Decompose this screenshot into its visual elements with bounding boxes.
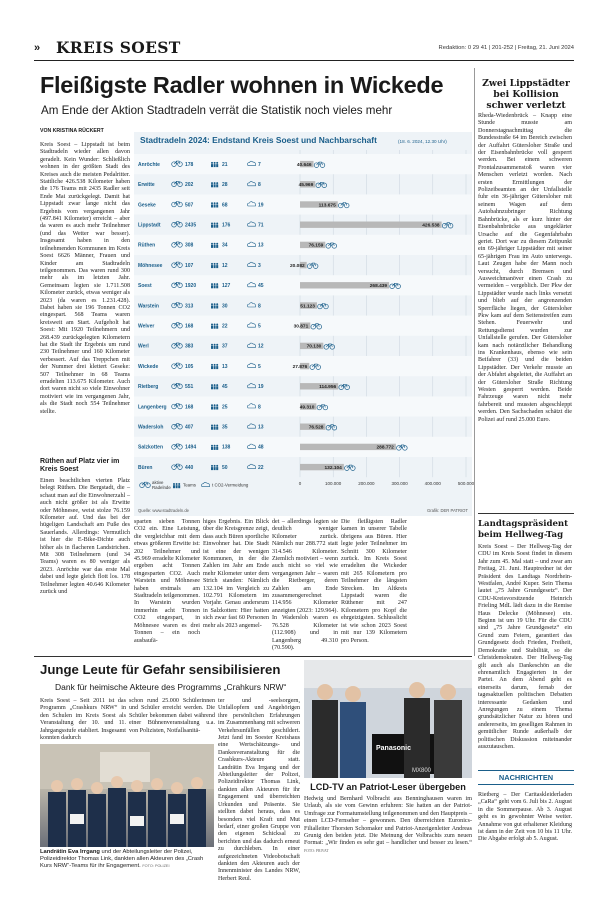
lead-col5: Die fleißigsten Radler kamen in unserer Tabelle übrigens aus Büren. Hier legte jeder Teilnehmer im Schnitt 300 Kilometer zurück. Im Kreis Soest erradelten die Wickeder mit 265 Kilometern pro Teilnehmer die längsten Strecken. Im Altkreis Lippstadt waren die Rüthener mit 247 Kilometern pro Kopf die ehrgeizigsten. Schlusslicht ist wie schon 2023 Soest mit nur 139 Kilometern pro Person. bbox=[341, 519, 407, 644]
team-icon bbox=[216, 324, 218, 326]
team-icon bbox=[211, 324, 213, 326]
chart-value-teams: 21 bbox=[222, 161, 228, 168]
team-icon bbox=[211, 225, 213, 228]
chart-value-co2: 3 bbox=[258, 262, 261, 269]
chart-value-teams: 25 bbox=[222, 404, 228, 411]
chart-value-radelnde: 202 bbox=[185, 182, 194, 189]
lead-col3: higes Ergebnis. Ein Blick über die Kreisgrenze zeigt, dass auch Büren sportliche Einwohner hat. Die Stadt ist eine der wenigen Kommunen, in der die Zahlen im Jahr am Ende mehr Kilometer unter dem Strich standen: Nämlich 132.104 im Vergleich zu 102.791 Kilometern im Vorjahr. Genau andersrum in Salzkotten: Hier hatten sich zwar fast 60 Personen mehr als 2023 angemel- bbox=[203, 519, 269, 629]
team-icon bbox=[214, 326, 216, 329]
chart-bar-value: 27.876 bbox=[292, 364, 308, 370]
chart-legend-label: Radelnde bbox=[152, 485, 171, 491]
chart-value-co2: 48 bbox=[258, 444, 264, 451]
team-icon bbox=[211, 344, 213, 346]
team-icon bbox=[214, 344, 216, 346]
lead-subheading-ruethen: Rüthen auf Platz vier im Kreis Soest bbox=[40, 458, 120, 473]
team-icon bbox=[211, 303, 213, 305]
team-icon bbox=[211, 223, 213, 225]
chart-value-teams: 138 bbox=[222, 444, 231, 451]
chart-value-teams: 12 bbox=[222, 262, 228, 269]
team-icon bbox=[214, 407, 216, 410]
team-icon bbox=[216, 384, 218, 386]
lcd-photo-credit: FOTO: PRIVAT bbox=[304, 848, 329, 853]
team-icon bbox=[211, 384, 213, 386]
lead-headline: Fleißigste Radler wohnen in Wickede bbox=[40, 72, 444, 98]
bike-icon bbox=[142, 482, 148, 485]
chart-value-radelnde: 2435 bbox=[185, 222, 197, 229]
team-icon bbox=[214, 467, 216, 470]
team-icon bbox=[211, 205, 213, 208]
chart-value-co2: 12 bbox=[258, 343, 264, 350]
chart-bar-value: 113.675 bbox=[318, 203, 336, 209]
chart-value-teams: 35 bbox=[222, 424, 228, 431]
team-icon bbox=[216, 225, 218, 228]
team-icon bbox=[176, 485, 178, 488]
team-icon bbox=[216, 265, 218, 268]
team-icon bbox=[216, 364, 218, 366]
lead-col1: Kreis Soest – Lippstadt ist beim Stadtradeln wieder allen davon geradelt. Kein Wunder: Schließlich wohnen in der größten Stadt des Kreises auch die meisten Pedalritter. Stattliche 426.538 Kilometer haben die 176 Teams mit 2435 Radler seit Ende Mai zurückgelegt. Damit hat Lippstadt zwar lange nicht das Ergebnis vom vergangenen Jahr (497.841 Kilometer) erreicht – aber da waren es auch mehr Teilnehmer (und das Wetter war besser). Insgesamt haben in den teilnehmenden Kommunen im Kreis Soest 6626 Männer, Frauen und Kinder am Stadtradeln teilgenommen. Das waren rund 300 mehr als im letzten Jahr. Gemeinsam legten sie 1.711.508 Kilometer zurück, etwas weniger als 2023 (da waren es 1.231.428). Dabei haben sie 196 Tonnen CO2 eingespart. 568 Teams waren kreisweit am Start. Aufgeholt hat Soest: Mit 1920 Teilnehmern und 268.439 zurückgelegten Kilometern hat die Stadt ihr Ergebnis um rund 230 Teilnehmer und 160 Kilometer verbessert. Auf das Treppchen mit der Nummer drei klettert Geseke: 507 Teilnehmer in 68 Teams erradelten 113.675 Kilometer. Auch dort waren nicht so viele Einwohner motiviert wie im vergangenen Jahr, als die Stadt noch 554 Teilnehmer stellte. bbox=[40, 142, 130, 415]
chart-value-teams: 34 bbox=[222, 242, 228, 249]
team-icon bbox=[214, 447, 216, 450]
side2-headline: Landtagspräsident beim Hellweg-Tag bbox=[478, 519, 569, 540]
team-icon bbox=[211, 184, 213, 187]
chart-bar-value: 45.969 bbox=[298, 183, 314, 189]
chart-value-radelnde: 507 bbox=[185, 202, 194, 209]
chart-tick-label: 500.000 bbox=[457, 481, 475, 487]
chart-bar-value: 30.871 bbox=[293, 324, 309, 330]
lcd-text: Hedwig und Bernhard Volbracht aus Benninghausen waren im Urlaub, als sie vom Gewinn erfuhren: Sie hatten an der Patriot-Umfrage zur Formatumstellung teilgenommen und den Hauptpreis – einen LCD-Fernseher – gewonnen. Den überreichten Euronics-Filialleiter Thorsten Schomaker und Patriot-Anzeigenleiter Andreas Grunig den beiden jetzt. Die Meinung der Volbrachts zum neuen Format: „Wir finden es sehr gut – handlicher und besser zu lesen.“ FOTO: PRIVAT bbox=[304, 796, 472, 853]
co2-cloud-icon bbox=[248, 303, 256, 307]
chart-legend-label: Teams bbox=[183, 482, 196, 488]
chart-value-teams: 30 bbox=[222, 303, 228, 310]
team-icon bbox=[216, 283, 218, 285]
crashkurs-caption-text: und der Abteilungsleiter der Polizei, Polizeidirektor Thomas Link, dankten allen Akteuren des „Crash Kurs NRW“-Teams für ihr Engagement. bbox=[40, 849, 204, 869]
bike-icon bbox=[174, 303, 180, 306]
lead-col2: sparten sieben Tonnen CO2 ein. Eine Leistung, die vergleichbar mit dem etwas größeren Erwitte ist: 202 Teilnehmer und 45.969 erradelte Kilometer ergeben acht Tonnen eingesparten CO2. Auch Warstein und Möhnesee haben erstmals am Stadtradeln teilgenommen. In Warstein wurden immerhin acht Tonnen CO2 eingespart, in Möhnesee waren es drei Tonnen – ein noch ausbaufä- bbox=[134, 519, 200, 644]
chart-value-co2: 13 bbox=[258, 242, 264, 249]
team-icon bbox=[211, 366, 213, 369]
bike-icon bbox=[174, 424, 180, 427]
bike-icon bbox=[448, 223, 453, 228]
stadtradeln-chart bbox=[134, 132, 475, 516]
chart-category-label: Rietberg bbox=[138, 384, 159, 391]
crashkurs-headline: Junge Leute für Gefahr sensibilisieren bbox=[40, 662, 281, 677]
chart-value-co2: 5 bbox=[258, 363, 261, 370]
chart-category-label: Welver bbox=[138, 323, 155, 330]
bike-icon bbox=[174, 464, 180, 467]
chart-value-co2: 45 bbox=[258, 283, 264, 290]
chart-value-teams: 45 bbox=[222, 384, 228, 391]
team-icon bbox=[216, 344, 218, 346]
chart-value-co2: 13 bbox=[258, 424, 264, 431]
team-icon bbox=[211, 285, 213, 288]
bike-icon bbox=[174, 222, 180, 225]
co2-cloud-icon bbox=[248, 464, 256, 468]
lcd-photo bbox=[304, 660, 472, 778]
chart-value-radelnde: 308 bbox=[185, 242, 194, 249]
chart-bar-value: 51.123 bbox=[300, 304, 315, 310]
team-icon bbox=[216, 427, 218, 430]
team-icon bbox=[211, 265, 213, 268]
chart-value-radelnde: 1920 bbox=[185, 283, 197, 290]
bike-icon bbox=[351, 466, 356, 471]
chart-tick-label: 100.000 bbox=[325, 481, 342, 487]
chart-value-radelnde: 178 bbox=[185, 161, 194, 168]
team-icon bbox=[214, 404, 216, 406]
chart-category-label: Werl bbox=[138, 343, 149, 350]
team-icon bbox=[216, 447, 218, 450]
team-icon bbox=[214, 425, 216, 427]
team-icon bbox=[176, 483, 178, 485]
chart-value-radelnde: 551 bbox=[185, 384, 194, 391]
team-icon bbox=[214, 164, 216, 167]
chart-category-label: Möhnesee bbox=[138, 262, 163, 269]
team-icon bbox=[216, 202, 218, 204]
lead-col4: det – allerdings legten sie deutlich weniger Kilometer zurück. Nämlich nur 288.772 statt 314.546 Kilometer. Ziemlich motiviert – wenn auch nicht so viel wie vergangenen Jahr – waren die Rietberger, deren Zahlen am Ende zusammengerechnet 114.956 Kilometer anzeigten (2023: 129.964). In Wadersloh waren es 76.528 Kilometer (112.908) und in Langenberg 49.310 (70.590). bbox=[272, 519, 338, 651]
team-icon bbox=[211, 465, 213, 467]
crashkurs-col1: Kreis Soest – Seit 2011 ist das Programm „Crashkurs NRW“ in den Schulen im Kreis Soest als Veranstaltung der 10. und 11. Jahrgangsstufe etabliert. Insgesamt konnten dadurch bbox=[40, 698, 126, 742]
team-icon bbox=[211, 447, 213, 450]
team-icon bbox=[211, 202, 213, 204]
bike-icon bbox=[326, 344, 332, 347]
lead-col1b: Einen beachtlichen vierten Platz belegt Rüthen. Die Bergstadt, die – schaut man auf die Einwohnerzahl – auch nicht größer ist als Erwitte oder Möhnesee, weist stolze 76.159 Kilometer auf. Und das bei der hügeligen Landschaft am Fuße des Sauerlands. Allerdings: Vermutlich ist hier die E-Bike-Dichte auch höher als in flacheren Landstrichen. Mit 308 Teilnehmern (und 34 Teams) waren es 80 weniger als 2023. Anröchte war das erste Mal dabei und legte gleich flott los. 178 Teilnehmer legten 40.646 Kilometer zurück und bbox=[40, 478, 130, 596]
page-header bbox=[34, 38, 574, 58]
team-icon bbox=[211, 245, 213, 248]
team-icon bbox=[211, 364, 213, 366]
team-icon bbox=[211, 407, 213, 410]
crashkurs-col2: schon rund 25.000 Schülerinnen und Schüler erreicht werden. Die Schüler bekommen dabei während einer Bühnenveranstaltung u.a. von Polizisten, Notfallsanitä- bbox=[129, 698, 215, 734]
chart-category-label: Rüthen bbox=[138, 242, 156, 249]
team-icon bbox=[216, 162, 218, 164]
chart-value-teams: 127 bbox=[222, 283, 231, 290]
chart-legend-label: t CO2-Vermeidung bbox=[212, 482, 249, 488]
team-icon bbox=[211, 164, 213, 167]
team-icon bbox=[214, 182, 216, 184]
team-icon bbox=[178, 483, 180, 485]
bike-icon bbox=[174, 181, 180, 184]
co2-cloud-icon bbox=[248, 343, 256, 347]
crashkurs-rule bbox=[34, 656, 472, 657]
lead-subhead: Am Ende der Aktion Stadtradeln verrät die Statistik noch vieles mehr bbox=[41, 104, 393, 117]
team-icon bbox=[214, 202, 216, 204]
co2-cloud-icon bbox=[248, 383, 256, 387]
team-icon bbox=[214, 205, 216, 208]
team-icon bbox=[214, 265, 216, 268]
crashkurs-photo-credit: FOTO: POLIZEI bbox=[142, 864, 170, 868]
chart-value-co2: 19 bbox=[258, 384, 264, 391]
team-icon bbox=[216, 407, 218, 410]
bike-icon bbox=[174, 262, 180, 265]
bike-icon bbox=[347, 465, 353, 468]
chart-value-co2: 8 bbox=[258, 404, 261, 411]
chart-value-co2: 5 bbox=[258, 323, 261, 330]
team-icon bbox=[214, 245, 216, 248]
side1-text: Rheda-Wiedenbrück – Knapp eine Stunde musste am Donnerstagnachmittag die Bundesstraße 64 im Bereich zwischen der Auffahrt Gütersloher Straße und der Eisenbahnbrücke voll gesperrt werden. Bei einem schweren Frontalzusammenstoß waren vier Menschen verletzt worden. Nach ersten Ermittlungen der Polizeibeamten an der Unfallstelle fuhr ein 36-jähriger Gütersloher mit seinem Wagen auf dem Autobahnzubringer Richtung Bahnbrücke, als er kurz hinter der Eisenbahnbrücke aus ungeklärter Ursache auf die Gegenfahrbahn geriet. Dort war zu diesem Zeitpunkt ein 69-jähriger Lippstädter mit seiner 65-jährigen Frau im Auto unterwegs. Laut Zeugen habe der Mann noch versucht, durch Bremsen und Ausweichmanöver einen Crash zu vermeiden – vergeblich. Der Pkw der Lippstädter wurde nach links versetzt und blieb auf der angrenzenden Sperrfläche liegen, der Gütersloher Pkw kam auf dem Seitenstreifen zum Stehen. Feuerwehr und Rettungsdienst wurden zur Unfallstelle gerufen. Der Gütersloher kam nach notärztlicher Behandlung ins Krankenhaus, ebenso wie sein Beifahrer (33) und die beiden Lippstädter. Der Verkehr musste an der Abfahrt abgeleitet, die Auffahrt an der Gütersloher Straße Richtung Westen gesperrt werden. Beide Fahrzeuge waren nicht mehr fahrbereit und mussten abgeschleppt werden. Den Sachschaden schätzt die Polizei auf rund 25.000 Euro. bbox=[478, 113, 572, 423]
chart-value-teams: 22 bbox=[222, 323, 228, 330]
team-icon bbox=[216, 285, 218, 288]
chart-value-co2: 22 bbox=[258, 464, 264, 471]
right-column-divider bbox=[474, 68, 475, 656]
team-icon bbox=[216, 404, 218, 406]
bike-icon bbox=[174, 343, 180, 346]
chart-value-teams: 13 bbox=[222, 363, 228, 370]
chart-value-teams: 28 bbox=[222, 182, 228, 189]
chart-bar-value: 76.528 bbox=[308, 425, 324, 431]
header-rule bbox=[34, 60, 574, 61]
chart-bar-value: 70.130 bbox=[306, 344, 322, 350]
team-icon bbox=[214, 162, 216, 164]
team-icon bbox=[211, 346, 213, 349]
chart-category-label: Erwitte bbox=[138, 182, 155, 189]
side1-headline: Zwei Lippstädter bei Kollision schwer verletzt bbox=[482, 78, 570, 111]
chart-value-radelnde: 168 bbox=[185, 404, 194, 411]
chart-bar-value: 426.538 bbox=[422, 223, 440, 229]
chart-bar-value: 114.956 bbox=[319, 385, 337, 391]
team-icon bbox=[216, 346, 218, 349]
header-meta: Redaktion: 0 29 41 | 201-252 | Freitag, 21. Juni 2024 bbox=[438, 45, 574, 51]
chart-category-label: Salzkotten bbox=[138, 444, 164, 451]
chart-tick-label: 300.000 bbox=[391, 481, 408, 487]
chart-value-radelnde: 168 bbox=[185, 323, 194, 330]
team-icon bbox=[216, 425, 218, 427]
tv-brand: Panasonic bbox=[376, 745, 412, 752]
chart-credit: Grafik: DER PATRIOT bbox=[426, 508, 468, 513]
chart-legend-label: aktive bbox=[152, 480, 164, 486]
lead-byline: VON KRISTINA RÜCKERT bbox=[40, 128, 104, 134]
team-icon bbox=[211, 445, 213, 447]
team-icon bbox=[216, 366, 218, 369]
team-icon bbox=[216, 306, 218, 309]
team-icon bbox=[216, 164, 218, 167]
co2-cloud-icon bbox=[248, 222, 256, 226]
chart-value-radelnde: 383 bbox=[185, 343, 194, 350]
chart-bar-value: 268.439 bbox=[369, 284, 388, 290]
chart-value-radelnde: 1494 bbox=[185, 444, 197, 451]
chart-value-teams: 68 bbox=[222, 202, 228, 209]
chart-bar-value: 288.772 bbox=[376, 445, 394, 451]
chart-bar-value: 40.646 bbox=[296, 162, 312, 168]
team-icon bbox=[211, 427, 213, 430]
chart-bar bbox=[300, 222, 442, 228]
team-icon bbox=[214, 306, 216, 309]
chart-value-teams: 50 bbox=[222, 464, 228, 471]
chart-category-label: Lippstadt bbox=[138, 222, 161, 229]
chart-tick-label: 400.000 bbox=[424, 481, 441, 487]
team-icon bbox=[216, 467, 218, 470]
chart-bar-value: 76.159 bbox=[308, 243, 324, 249]
team-icon bbox=[211, 425, 213, 427]
chart-category-label: Wadersloh bbox=[138, 424, 164, 431]
team-icon bbox=[211, 404, 213, 406]
team-icon bbox=[211, 182, 213, 184]
team-icon bbox=[173, 483, 175, 485]
chart-container bbox=[134, 132, 475, 516]
chart-bar-value: 132.104 bbox=[324, 465, 342, 471]
bike-icon bbox=[174, 383, 180, 386]
team-icon bbox=[214, 223, 216, 225]
team-icon bbox=[214, 303, 216, 305]
chart-date-note: (18. 6. 2024, 12.30 Uhr) bbox=[398, 139, 447, 144]
chart-value-co2: 71 bbox=[258, 222, 264, 229]
chart-tick-label: 0 bbox=[298, 481, 302, 487]
chart-category-label: Geseke bbox=[138, 202, 156, 209]
side3-label: NACHRICHTEN bbox=[478, 770, 574, 785]
team-icon bbox=[216, 245, 218, 248]
crashkurs-caption-bold: Landrätin Eva Irrgang bbox=[40, 849, 100, 855]
team-icon bbox=[216, 445, 218, 447]
chart-value-radelnde: 105 bbox=[185, 363, 194, 370]
co2-cloud-icon bbox=[248, 262, 256, 266]
chart-category-label: Langenberg bbox=[138, 404, 167, 411]
bike-icon bbox=[310, 263, 316, 266]
chart-value-radelnde: 313 bbox=[185, 303, 194, 310]
chart-bar-value: 49.310 bbox=[299, 405, 315, 411]
chart-source: Quelle: www.stadtradeln.de bbox=[138, 508, 189, 513]
team-icon bbox=[216, 223, 218, 225]
crashkurs-subhead: Dank für heimische Akteure des Programms „Crahkurs NRW“ bbox=[55, 682, 287, 692]
team-icon bbox=[211, 283, 213, 285]
team-icon bbox=[216, 326, 218, 329]
team-icon bbox=[216, 182, 218, 184]
chart-value-co2: 8 bbox=[258, 303, 261, 310]
team-icon bbox=[214, 225, 216, 228]
team-icon bbox=[214, 324, 216, 326]
chart-value-radelnde: 440 bbox=[185, 464, 194, 471]
team-icon bbox=[214, 366, 216, 369]
chart-value-co2: 8 bbox=[258, 182, 261, 189]
section-marker: » bbox=[34, 42, 41, 54]
bike-icon bbox=[313, 264, 318, 269]
crashkurs-caption bbox=[40, 849, 216, 870]
team-icon bbox=[214, 263, 216, 265]
team-icon bbox=[214, 386, 216, 389]
bike-icon bbox=[328, 425, 334, 428]
bike-icon bbox=[318, 182, 324, 185]
chart-value-radelnde: 107 bbox=[185, 262, 194, 269]
crashkurs-photo bbox=[40, 744, 214, 847]
chart-category-label: Warstein bbox=[138, 303, 159, 310]
team-icon bbox=[216, 465, 218, 467]
chart-bar-value: 20.082 bbox=[289, 263, 305, 269]
chart-category-label: Büren bbox=[138, 464, 153, 471]
team-icon bbox=[216, 184, 218, 187]
team-icon bbox=[216, 303, 218, 305]
team-icon bbox=[211, 306, 213, 309]
team-icon bbox=[211, 243, 213, 245]
crashkurs-col3: ter und -seelsorgern, Unfallopfern und Angehörigen ihre persönlichen Erfahrungen im Zusammenhang mit schweren Verkehrsunfällen geschildert. Jetzt fand im Soester Kreishaus eine Wertschätzungs- und Dankesveranstaltung für die Crashkurs-Akteure statt. Landrätin Eva Irrgang und der Abteilungsleiter der Polizei, Polizeidirektor Thomas Link, dankten allen Akteuren für ihr Engagement und überreichten Urkunden und Präsente. Sie stellten dabei heraus, dass es besonders viel Kraft und Mut bedarf, einer großen Gruppe von den eigenen Schicksal zu berichten und das dadurch erneut zu durchleben. In einer aufgezeichneten Videobotschaft dankten den Akteuren auch der Innenminister des Landes NRW, Herbert Reul. bbox=[218, 698, 300, 882]
team-icon bbox=[214, 427, 216, 430]
chart-value-co2: 7 bbox=[258, 161, 261, 168]
team-icon bbox=[211, 263, 213, 265]
team-icon bbox=[173, 485, 175, 488]
team-icon bbox=[216, 263, 218, 265]
team-icon bbox=[214, 243, 216, 245]
team-icon bbox=[214, 184, 216, 187]
team-icon bbox=[214, 346, 216, 349]
team-icon bbox=[214, 283, 216, 285]
bike-icon bbox=[341, 384, 347, 387]
chart-value-co2: 19 bbox=[258, 202, 264, 209]
team-icon bbox=[211, 386, 213, 389]
side2-rule bbox=[478, 513, 574, 514]
side2-text: Kreis Soest – Der Hellweg-Tag der CDU im Kreis Soest findet in diesem Jahr zum 45. Mal statt – und zwar am Freitag, 21. Juni. Hauptredner ist der Präsident des Landtags Nordrhein-Westfalen, André Kuper. Sein Thema lautet „75 Jahre Grundgesetz“. Der CDU-Kreisvorsitzende Heinrich Frieling MdL lädt dazu in die Remise Haus Delecke (Möhnesee) ein. Beginn ist um 19 Uhr. Für die CDU sind „75 Jahre Grundgesetz“ ein Grund zum Feiern, garantiert das Grundgesetz doch Frieden, Freiheit, Demokratie und Stabilität, so die Christdemokraten. Der Hellweg-Tag gilt auch als Dankeschön an die ehrenamtlich Engagierten in der Partei. An dem Abend geht es einerseits darum, fernab der tagesaktuellen politischen Debatten interessante Gedanken und Anregungen zu einem Thema grundsätzlicher Natur zu hören und andererseits, im geselligen Rahmen in gemütlicher Runde außerhalb der politischen Diskussion miteinander auszutauschen. bbox=[478, 544, 572, 750]
bike-icon bbox=[320, 304, 326, 307]
chart-value-teams: 176 bbox=[222, 222, 231, 229]
chart-value-radelnde: 407 bbox=[185, 424, 194, 431]
chart-category-label: Soest bbox=[138, 283, 152, 290]
lcd-headline: LCD-TV an Patriot-Leser übergeben bbox=[310, 782, 466, 792]
team-icon bbox=[216, 243, 218, 245]
team-icon bbox=[216, 205, 218, 208]
tv-model: MX800 bbox=[412, 768, 432, 774]
team-icon bbox=[214, 364, 216, 366]
chart-tick-label: 200.000 bbox=[358, 481, 375, 487]
section-title: KREIS SOEST bbox=[56, 38, 181, 57]
team-icon bbox=[211, 467, 213, 470]
side3-text: Rietberg – Der Caritaskleiderladen „CaRa“ geht vom 6. Juli bis 2. August in die Sommerpause. Ab 3. August geht es in gewohnter Weise weiter. Annahme von gut erhaltener Kleidung ist dann in der Zeit von 10 bis 11 Uhr. Die Abgabe erfolgt ab 5. August. bbox=[478, 792, 572, 843]
bike-icon bbox=[322, 183, 327, 188]
co2-cloud-icon bbox=[248, 181, 256, 185]
team-icon bbox=[214, 465, 216, 467]
chart-value-teams: 37 bbox=[222, 343, 228, 350]
team-icon bbox=[178, 485, 180, 488]
team-icon bbox=[214, 285, 216, 288]
team-icon bbox=[214, 445, 216, 447]
bike-icon bbox=[178, 465, 183, 470]
chart-category-label: Wickede bbox=[138, 363, 159, 370]
chart-category-label: Anröchte bbox=[138, 161, 160, 168]
team-icon bbox=[211, 162, 213, 164]
co2-cloud-icon bbox=[248, 424, 256, 428]
bike-icon bbox=[445, 223, 451, 226]
team-icon bbox=[216, 386, 218, 389]
team-icon bbox=[214, 384, 216, 386]
co2-cloud-icon bbox=[202, 482, 210, 486]
chart-title: Stadtradeln 2024: Endstand Kreis Soest und Nachbarschaft bbox=[140, 135, 377, 145]
bike-icon bbox=[178, 182, 183, 187]
team-icon bbox=[211, 326, 213, 329]
